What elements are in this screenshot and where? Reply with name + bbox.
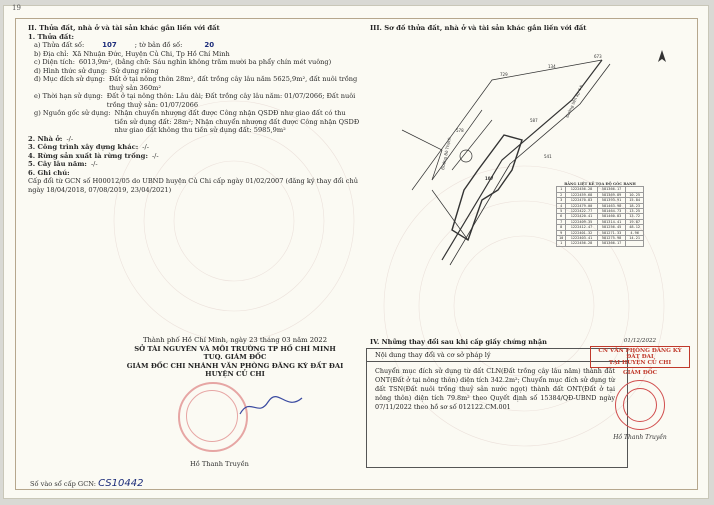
coordinate-cell: 581464.73: [597, 209, 626, 214]
coordinate-cell: 1222456.28: [566, 187, 597, 192]
coordinate-cell: 3: [557, 198, 566, 203]
parcel-label-107: 107: [485, 176, 494, 181]
registry-label: Số vào sổ cấp GCN:: [30, 480, 97, 488]
form-label: d) Hình thức sử dụng:: [34, 66, 108, 75]
section-ii-title: II. Thửa đất, nhà ở và tài sản khác gắn liền với đất: [28, 24, 220, 32]
coordinate-cell: 13.72: [626, 214, 644, 219]
form-value: Sử dụng riêng: [111, 66, 159, 75]
section-iii-title: III. Sơ đồ thửa đất, nhà ở và tài sản khác gắn liền với đất: [370, 24, 587, 32]
road-label-bo-thach: Đường Bờ Thạch: [440, 136, 452, 171]
changes-director: GIÁM ĐỐC: [622, 370, 658, 376]
road-label-lien-ap: Đường liên ấp 4-5: [564, 83, 585, 119]
registry-value: CS10442: [98, 478, 144, 489]
road-bo-thach: [432, 190, 468, 240]
changes-signer: Hồ Thanh Truyền: [613, 434, 667, 441]
tuq-title: TUQ. GIÁM ĐỐC: [203, 353, 267, 362]
coordinate-cell: 1222459.68: [566, 192, 597, 197]
row-parcel: [28, 41, 360, 50]
address-label: b) Địa chỉ:: [34, 49, 69, 58]
org-district: HUYỆN CỦ CHI: [205, 370, 265, 379]
coordinate-cell: 18.23: [626, 203, 644, 208]
north-arrow: [658, 50, 666, 62]
purpose-value: Đất ở tại nông thôn 28m², đất trồng cây lâu năm 5625,9m², đất nuôi trồng thuỷ sản 360m²: [108, 75, 358, 92]
signer-name: Hồ Thanh Truyền: [190, 460, 249, 468]
coordinate-cell: 4: [557, 203, 566, 208]
neighbor-label-6: 541: [544, 154, 552, 159]
coordinate-cell: 581369.89: [597, 192, 626, 197]
row-origin: [28, 109, 360, 135]
changes-stamp-line1: CN VĂN PHÒNG ĐĂNG KÝ ĐẤT ĐAI: [598, 348, 682, 360]
coordinate-cell: 1222420.41: [566, 214, 597, 219]
parcel-number: 107: [102, 41, 117, 49]
coordinate-cell: [626, 241, 644, 246]
row-forest: [28, 152, 360, 161]
row-term: [28, 92, 360, 109]
row-purpose: [28, 75, 360, 92]
changes-stamp-box: [590, 346, 690, 368]
coordinate-cell: 7: [557, 219, 566, 224]
construction-value: -/-: [142, 143, 149, 151]
row-form: [28, 67, 360, 76]
coordinate-cell: 4.96: [626, 230, 644, 235]
parcel-label: a) Thửa đất số:: [34, 41, 85, 49]
coordinates-body: [557, 187, 644, 246]
term-label: e) Thời hạn sử dụng:: [34, 92, 103, 100]
subsection-thua-dat: 1. Thửa đất:: [28, 32, 74, 41]
coordinate-cell: 14.21: [626, 236, 644, 241]
perennial-label: 5. Cây lâu năm:: [28, 160, 87, 168]
parcel-map: [372, 40, 692, 295]
org-branch: GIÁM ĐỐC CHI NHÁNH VĂN PHÒNG ĐĂNG KÝ ĐẤT ĐAI: [126, 361, 344, 370]
neighbor-label-3: 673: [594, 54, 602, 59]
area-value: 6013,9m², (bằng chữ: Sáu nghìn không trăm mười ba phẩy chín mét vuông): [78, 58, 332, 66]
changes-table: [366, 348, 628, 468]
coordinates-title: BẢNG LIỆT KÊ TỌA ĐỘ GÓC RANH: [564, 182, 636, 186]
coordinate-cell: 1222422.77: [566, 209, 597, 214]
signature-block: [120, 336, 350, 379]
coordinate-cell: 10.25: [626, 192, 644, 197]
construction-label: 3. Công trình xây dựng khác:: [28, 143, 139, 151]
coordinate-cell: 8: [557, 225, 566, 230]
coordinate-cell: 581275.98: [597, 236, 626, 241]
coordinate-cell: 581271.33: [597, 230, 626, 235]
org-department: SỞ TÀI NGUYÊN VÀ MÔI TRƯỜNG TP HỒ CHÍ MINH: [134, 344, 336, 353]
address-value: Xã Nhuận Đức, Huyện Củ Chi, Tp Hồ Chí Minh: [72, 49, 230, 58]
house-label: 2. Nhà ở:: [28, 134, 63, 143]
note-label: 6. Ghi chú:: [28, 168, 70, 177]
section-ii: [28, 24, 360, 194]
changes-content: Chuyển mục đích sử dụng từ đất CLN(Đất trồng cây lâu năm) thành đất ONT(Đất ở tại nông thôn) diện tích 342.2m²; Chuyển mục đích sử dụng từ đất TSN(Đất nuôi trồng thuỷ sản nước ngọt) thành đất ONT(Đất ở tại nông thôn) diện tích 79.8m² theo Quyết định số 15384/QĐ-UBND ngày 07/11/2022 theo hồ sơ số 012122.CM.001: [375, 367, 615, 411]
signature-scribble: [236, 392, 306, 422]
row-house: [28, 135, 360, 144]
map-line-north: [412, 60, 602, 190]
coordinate-cell: 1222470.83: [566, 198, 597, 203]
coordinate-cell: 581460.83: [597, 214, 626, 219]
coordinate-cell: 581314.41: [597, 219, 626, 224]
house-value: -/-: [66, 134, 74, 143]
origin-value: Nhận chuyển nhượng đất được Công nhận QSDĐ như giao đất có thu tiền sử dụng đất: 28m²; Nhận chuyển nhượng đất được Công nhận QSDĐ như giao đất không thu tiền sử dụng đất: 5985,9m²: [114, 109, 360, 134]
coordinate-row: [557, 241, 644, 246]
purpose-label: đ) Mục đích sử dụng:: [34, 75, 105, 83]
perennial-value: -/-: [90, 160, 98, 168]
coordinate-cell: 13.25: [626, 209, 644, 214]
coordinate-cell: 1: [557, 187, 566, 192]
sheet-number: 20: [204, 41, 215, 49]
coordinates-table: [556, 182, 644, 247]
row-perennial: [28, 160, 360, 169]
coordinate-cell: 581366.17: [597, 241, 626, 246]
coordinate-cell: 9: [557, 230, 566, 235]
note-text: Cấp đổi từ GCN số H00012/05 do UBND huyện Củ Chi cấp ngày 01/02/2007 (đăng ký thay đổi chủ ngày 18/04/2018, 07/08/2019, 23/04/2021): [28, 177, 358, 194]
coordinate-cell: 581463.98: [597, 203, 626, 208]
coordinate-cell: 1222412.47: [566, 225, 597, 230]
coordinate-cell: 15.84: [626, 198, 644, 203]
changes-divider: [367, 361, 627, 362]
coordinate-cell: 19.87: [626, 219, 644, 224]
coordinate-cell: 5: [557, 209, 566, 214]
row-area: [28, 58, 360, 67]
sheet-label: ; tờ bản đồ số:: [134, 41, 183, 49]
changes-seal-stamp: [615, 380, 665, 430]
origin-label: g) Nguồn gốc sử dụng:: [34, 109, 111, 117]
neighbor-label-5: 587: [530, 118, 538, 123]
coordinate-cell: 581393.91: [597, 198, 626, 203]
top-mark: 19: [12, 4, 21, 12]
forest-value: -/-: [151, 151, 159, 160]
house-circle: [460, 150, 472, 162]
changes-stamp-line2: TẠI HUYỆN CỦ CHI: [608, 360, 672, 366]
coordinate-cell: 48.12: [626, 225, 644, 230]
changes-date: 01/12/2022: [623, 338, 657, 344]
term-value: Đất ở tại nông thôn: Lâu dài; Đất trồng cây lâu năm: 01/07/2066; Đất nuôi trồng thuỷ sản: 01/07/2066: [106, 92, 356, 109]
changes-column-head: Nội dung thay đổi và cơ sở pháp lý: [375, 351, 491, 359]
changes-confirmation: [590, 338, 690, 466]
neighbor-label-2: 134: [548, 64, 556, 69]
row-address: [28, 50, 360, 59]
coordinate-cell: 1222479.00: [566, 203, 597, 208]
coordinate-cell: 1222401.32: [566, 230, 597, 235]
coordinate-cell: 581256.45: [597, 225, 626, 230]
section-iv-title: IV. Những thay đổi sau khi cấp giấy chứng nhận: [370, 338, 547, 346]
registry-number: [30, 478, 143, 489]
neighbor-label-1: 729: [500, 72, 508, 77]
coordinate-cell: 1222409.35: [566, 219, 597, 224]
coordinate-cell: 1: [557, 241, 566, 246]
coordinate-cell: 581366.17: [597, 187, 626, 192]
coordinate-cell: 1222456.28: [566, 241, 597, 246]
neighbor-label-4: 578: [456, 128, 464, 133]
place-date: Thành phố Hồ Chí Minh, ngày 23 tháng 03 năm 2022: [142, 336, 328, 344]
area-label: c) Diện tích:: [34, 58, 75, 66]
coordinate-cell: 10: [557, 236, 566, 241]
coordinate-cell: 2: [557, 192, 566, 197]
coordinate-cell: 6: [557, 214, 566, 219]
coordinate-cell: 1222403.41: [566, 236, 597, 241]
forest-label: 4. Rừng sản xuất là rừng trồng:: [28, 151, 148, 160]
section-iv: [366, 338, 692, 466]
map-line-west: [402, 130, 442, 180]
row-construction: [28, 143, 360, 152]
